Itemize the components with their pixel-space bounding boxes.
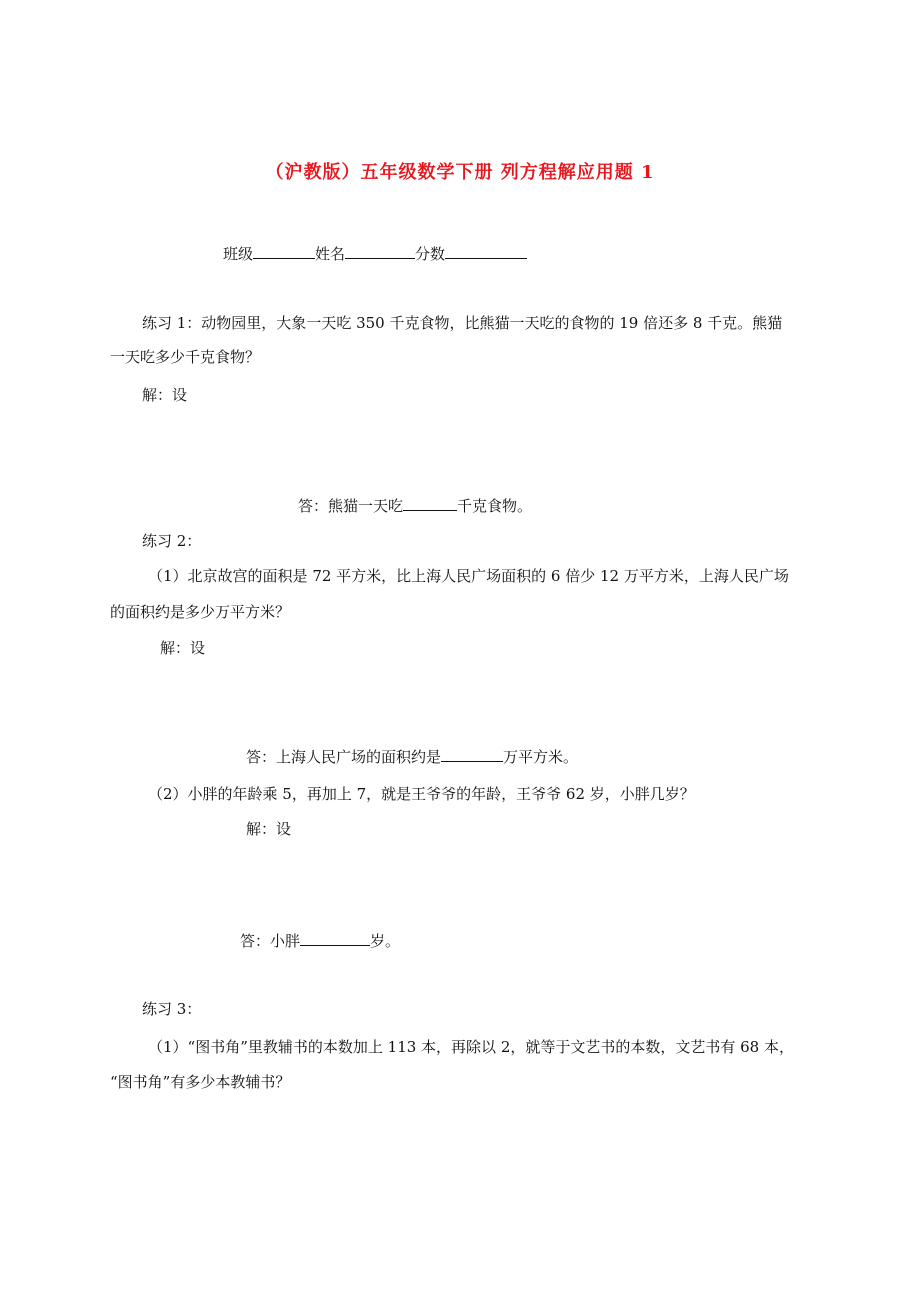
exercise2-q1-solve: 解：设	[160, 639, 206, 657]
score-label: 分数	[415, 245, 446, 263]
class-blank[interactable]	[253, 242, 315, 259]
page-title: （沪教版）五年级数学下册 列方程解应用题 1	[265, 162, 655, 183]
exercise2-q1-answer-suffix: 万平方米。	[503, 748, 579, 766]
exercise3-heading: 练习 3：	[142, 1000, 202, 1018]
exercise2-q1-answer	[246, 745, 578, 767]
score-blank[interactable]	[445, 242, 527, 259]
exercise2-q1-line1: （1）北京故宫的面积是 72 平方米，比上海人民广场面积的 6 倍少 12 万平方米，上海人民广场	[148, 567, 789, 585]
name-blank[interactable]	[345, 242, 415, 259]
exercise1-answer-prefix: 答：熊猫一天吃	[298, 497, 404, 515]
exercise1-line2: 一天吃多少千克食物？	[110, 348, 261, 366]
exercise1-answer	[298, 494, 532, 516]
exercise2-q2-answer-blank[interactable]	[300, 929, 370, 946]
exercise1-solve: 解：设	[142, 386, 188, 404]
exercise2-q2-line1: （2）小胖的年龄乘 5，再加上 7，就是王爷爷的年龄，王爷爷 62 岁，小胖几岁？	[148, 785, 695, 803]
exercise1-answer-suffix: 千克食物。	[457, 497, 533, 515]
exercise2-q2-solve: 解：设	[246, 820, 292, 838]
exercise2-q1-answer-blank[interactable]	[441, 745, 503, 762]
exercise3-q1-line1: （1）“图书角”里教辅书的本数加上 113 本，再除以 2，就等于文艺书的本数，文艺书有 68 本，	[148, 1038, 794, 1056]
exercise2-heading: 练习 2：	[142, 532, 202, 550]
exercise2-q2-answer-suffix: 岁。	[370, 932, 401, 950]
exercise2-q1-answer-prefix: 答：上海人民广场的面积约是	[246, 748, 442, 766]
exercise2-q2-answer	[240, 929, 400, 951]
info-line	[223, 242, 527, 264]
exercise2-q1-line2: 的面积约是多少万平方米？	[110, 603, 291, 621]
exercise1-line1: 练习 1：动物园里，大象一天吃 350 千克食物，比熊猫一天吃的食物的 19 倍还多 8 千克。熊猫	[142, 314, 783, 332]
class-label: 班级	[223, 245, 254, 263]
exercise3-q1-line2: “图书角”有多少本教辅书？	[110, 1073, 291, 1091]
exercise1-answer-blank[interactable]	[403, 494, 457, 511]
exercise2-q2-answer-prefix: 答：小胖	[240, 932, 301, 950]
name-label: 姓名	[315, 245, 346, 263]
